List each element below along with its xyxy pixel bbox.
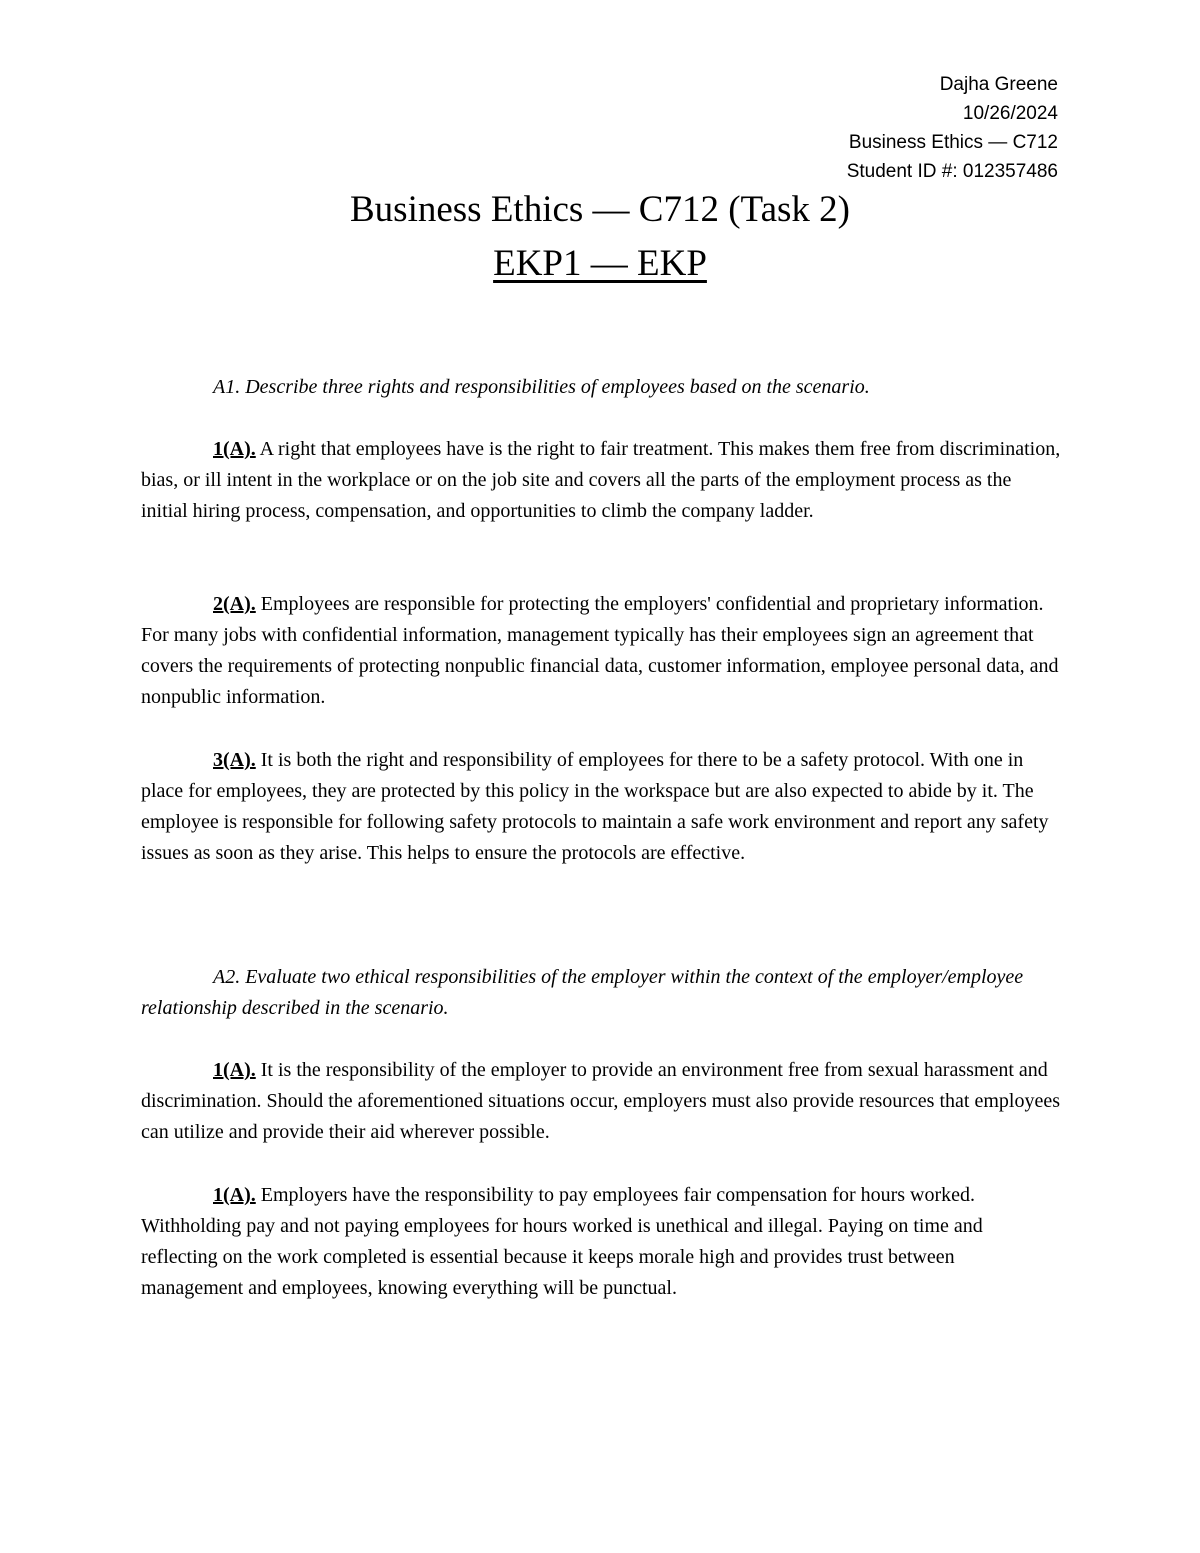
student-id: Student ID #: 012357486: [846, 161, 1058, 182]
document-title: Business Ethics — C712 (Task 2): [350, 189, 850, 230]
item-label: 1(A).: [213, 1059, 256, 1081]
item-text: It is the responsibility of the employer to provide an environment free from sexual harassment and discrimination. Should the aforementioned situations occur, employers must also provide resources that employees can utilize and provide their aid wherever possible.: [141, 1059, 1060, 1143]
question-a2: A2. Evaluate two ethical responsibilities of the employer within the context of the employer/employee relationship described in the scenario.: [141, 966, 1024, 1019]
item-text: Employees are responsible for protecting the employers' confidential and proprietary information. For many jobs with confidential information, management typically has their employees sign an agreement that covers the requirements of protecting nonpublic financial data, customer information, employee personal data, and nonpublic information.: [141, 593, 1059, 708]
item-text: It is both the right and responsibility of employees for there to be a safety protocol. With one in place for employees, they are protected by this policy in the workspace but are also expected to abide by it. The employee is responsible for following safety protocols to maintain a safe work environment and report any safety issues as soon as they arise. This helps to ensure the protocols are effective.: [141, 749, 1049, 864]
section-a1: [141, 372, 1061, 403]
item-text: A right that employees have is the right to fair treatment. This makes them free from discrimination, bias, or ill intent in the workplace or on the job site and covers all the parts of the employment process as the initial hiring process, compensation, and opportunities to climb the company ladder.: [141, 438, 1061, 522]
item-text: Employers have the responsibility to pay employees fair compensation for hours worked. Withholding pay and not paying employees for hours worked is unethical and illegal. Paying on time and reflecting on the work completed is essential because it keeps morale high and provides trust between management and employees, knowing everything will be punctual.: [141, 1184, 983, 1299]
question-a1: A1. Describe three rights and responsibilities of employees based on the scenario.: [213, 376, 870, 398]
a1-item-2: [141, 589, 1061, 713]
item-label: 2(A).: [213, 593, 256, 615]
a1-item-1: [141, 434, 1061, 527]
course-name: Business Ethics — C712: [848, 132, 1058, 153]
document-date: 10/26/2024: [962, 103, 1058, 124]
a2-item-1: [141, 1055, 1061, 1148]
document-subtitle: [0, 241, 1200, 287]
item-label: 1(A).: [213, 1184, 256, 1206]
header-block: [847, 70, 1058, 186]
author-name: Dajha Greene: [939, 74, 1058, 95]
section-a2: [141, 962, 1061, 1024]
item-label: 3(A).: [213, 749, 256, 771]
subtitle-text: EKP1 — EKP: [493, 243, 707, 284]
a1-item-3: [141, 745, 1061, 869]
item-label: 1(A).: [213, 438, 256, 460]
a2-item-2: [141, 1180, 1061, 1304]
